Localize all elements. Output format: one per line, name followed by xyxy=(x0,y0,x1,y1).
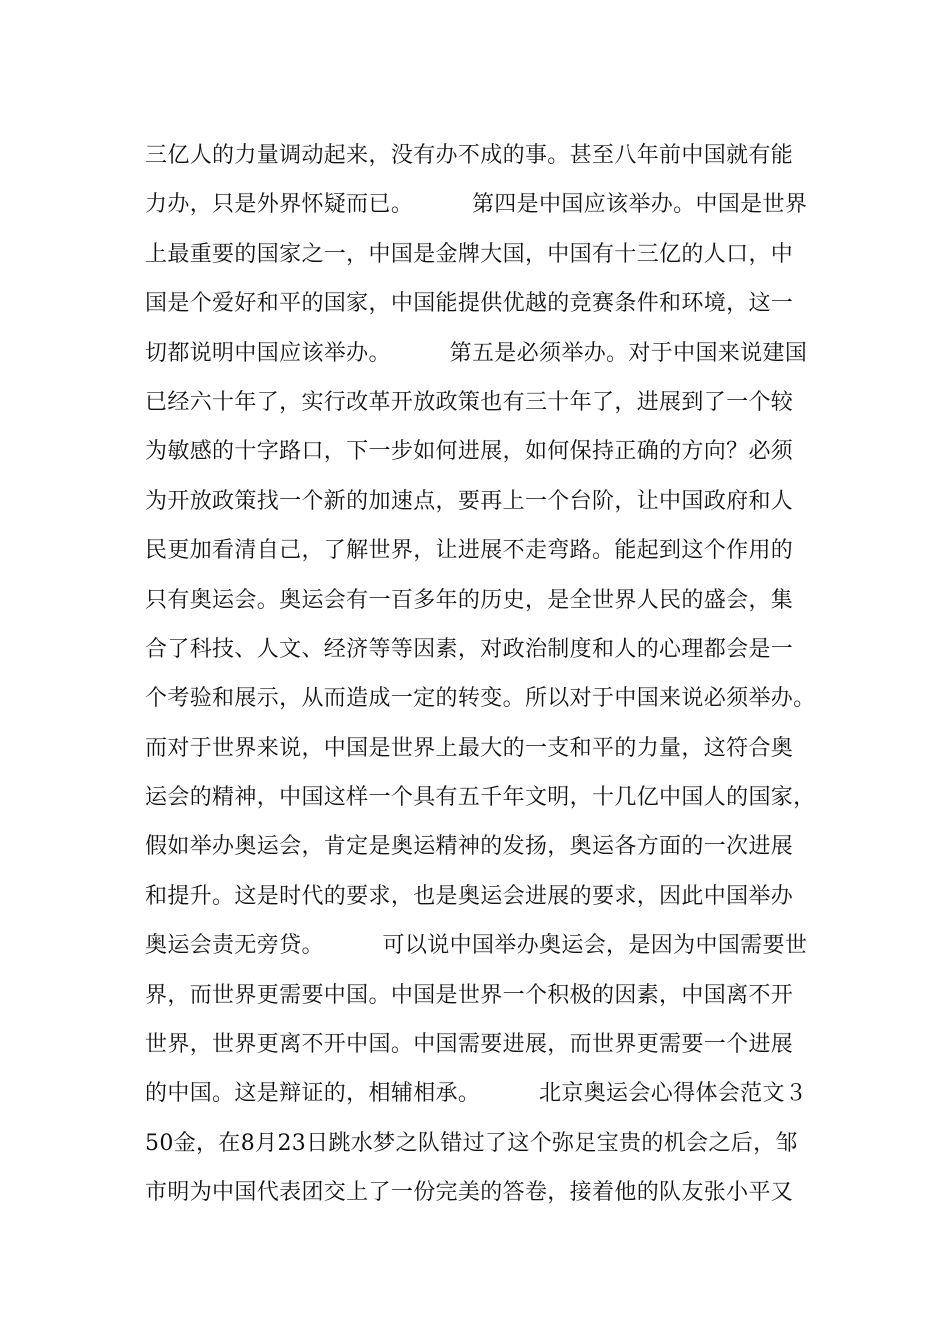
body-text xyxy=(145,131,825,1218)
text-line: 合了科技、人文、经济等等因素，对政治制度和人的心理都会是一 xyxy=(145,636,794,662)
text-line: 和提升。这是时代的要求，也是奥运会进展的要求，因此中国举办 xyxy=(145,883,794,909)
text-line: 假如举办奥运会，肯定是奥运精神的发扬，奥运各方面的一次进展 xyxy=(145,834,794,860)
text-line: 而对于世界来说，中国是世界上最大的一支和平的力量，这符合奥 xyxy=(145,735,794,761)
text-line: 三亿人的力量调动起来，没有办不成的事。甚至八年前中国就有能 xyxy=(145,143,794,168)
text-line: 的中国。这是辩证的，相辅相承。 北京奥运会心得体会范文３ xyxy=(145,1081,808,1107)
text-line: 国是个爱好和平的国家，中国能提供优越的竞赛条件和环境，这一 xyxy=(145,291,794,317)
text-line: 奥运会责无旁贷。 可以说中国举办奥运会，是因为中国需要世 xyxy=(145,933,808,959)
text-line: 运会的精神，中国这样一个具有五千年文明，十几亿中国人的国家， xyxy=(145,785,816,811)
text-line: 50金，在8月23日跳水梦之队错过了这个弥足宝贵的机会之后，邹 xyxy=(145,1130,798,1156)
text-line: 个考验和展示，从而造成一定的转变。所以对于中国来说必须举办。 xyxy=(145,686,816,712)
text-line: 市明为中国代表团交上了一份完美的答卷，接着他的队友张小平又 xyxy=(145,1180,794,1206)
text-line: 力办，只是外界怀疑而已。 第四是中国应该举办。中国是世界 xyxy=(145,192,808,218)
text-line: 切都说明中国应该举办。 第五是必须举办。对于中国来说建国 xyxy=(145,340,808,366)
text-line: 为敏感的十字路口，下一步如何进展，如何保持正确的方向？必须 xyxy=(145,439,794,465)
text-line: 为开放政策找一个新的加速点，要再上一个台阶，让中国政府和人 xyxy=(145,488,794,514)
text-line: 世界，世界更离不开中国。中国需要进展，而世界更需要一个进展 xyxy=(145,1032,794,1058)
text-line: 民更加看清自己，了解世界，让进展不走弯路。能起到这个作用的 xyxy=(145,538,794,564)
text-line: 只有奥运会。奥运会有一百多年的历史，是全世界人民的盛会，集 xyxy=(145,587,794,613)
text-line: 上最重要的国家之一，中国是金牌大国，中国有十三亿的人口，中 xyxy=(145,241,794,267)
text-line: 界，而世界更需要中国。中国是世界一个积极的因素，中国离不开 xyxy=(145,982,794,1008)
text-line: 已经六十年了，实行改革开放政策也有三十年了，进展到了一个较 xyxy=(145,389,794,415)
